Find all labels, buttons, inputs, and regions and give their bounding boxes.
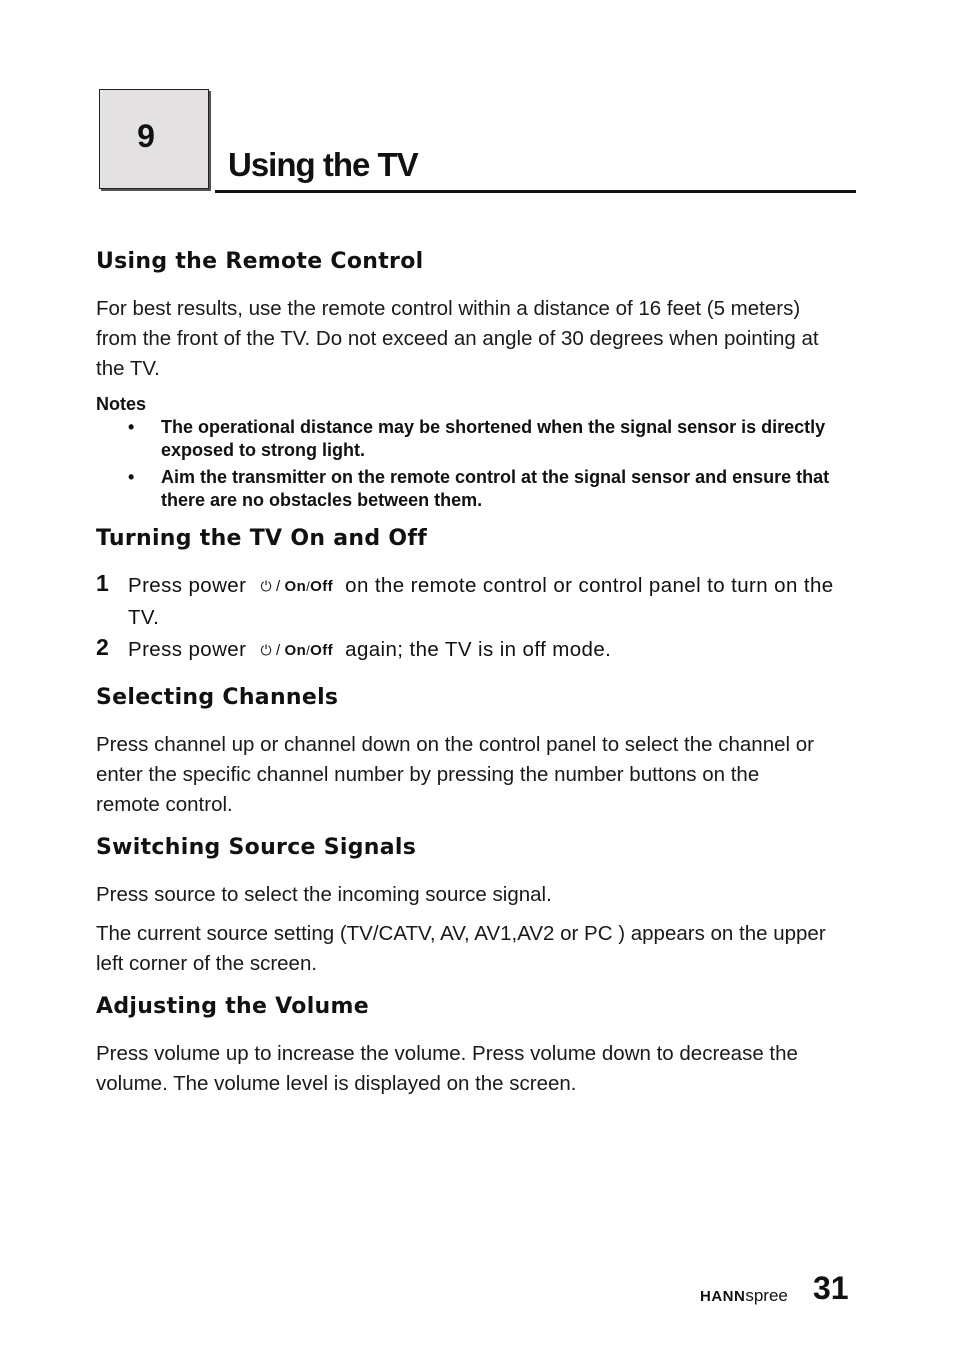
power-key-label [260, 571, 333, 602]
power-off-label: Off [310, 642, 334, 659]
bullet-icon: • [128, 467, 135, 487]
notes-list [96, 416, 856, 516]
step-text-before: Press power [128, 574, 247, 597]
brand-logo [700, 1286, 788, 1306]
power-icon: ⏻ [260, 642, 272, 658]
chapter-number-box [99, 89, 209, 189]
power-on-label: On [284, 642, 307, 659]
title-underline [215, 190, 856, 193]
heading-source: Switching Source Signals [96, 835, 417, 860]
chapter-number: 9 [137, 118, 155, 154]
page-number: 31 [813, 1270, 849, 1306]
step-text-after: on the remote control or control panel to turn on the TV. [128, 574, 834, 629]
step-text-after: again; the TV is in off mode. [345, 638, 612, 661]
volume-text [96, 1039, 856, 1099]
step-text-before: Press power [128, 638, 247, 661]
power-key-label [260, 635, 333, 666]
heading-channels: Selecting Channels [96, 685, 339, 710]
source-paragraph-1: Press source to select the incoming source signal. [96, 883, 552, 906]
power-off-label: Off [310, 578, 334, 595]
remote-text [96, 294, 836, 384]
brand-bold: HANN [700, 1288, 746, 1305]
source-paragraph-2: The current source setting (TV/CATV, AV, AV1,AV2 or PC ) appears on the upper left corner of the screen. [96, 922, 826, 975]
remote-paragraph: For best results, use the remote control within a distance of 16 feet (5 meters) from the front of the TV. Do not exceed an angle of 30 degrees when pointing at the TV. [96, 297, 819, 380]
note-item [96, 416, 856, 462]
step-2 [96, 634, 856, 666]
power-on-label: On [284, 578, 307, 595]
step-number: 1 [96, 570, 110, 596]
source-text [96, 880, 856, 979]
slash-separator: / [275, 578, 281, 595]
step-number: 2 [96, 634, 110, 660]
on-off-separator: / [306, 579, 311, 594]
step-body [128, 634, 856, 666]
channels-text [96, 730, 816, 820]
heading-remote: Using the Remote Control [96, 249, 424, 274]
volume-paragraph: Press volume up to increase the volume. Press volume down to decrease the volume. The volume level is displayed on the screen. [96, 1042, 798, 1095]
note-text: Aim the transmitter on the remote control at the signal sensor and ensure that there are no obstacles between them. [161, 467, 830, 510]
chapter-title: Using the TV [228, 146, 418, 183]
note-text: The operational distance may be shortened when the signal sensor is directly exposed to strong light. [161, 417, 826, 460]
heading-power: Turning the TV On and Off [96, 526, 428, 551]
on-off-separator: / [306, 643, 311, 658]
brand-light: spree [745, 1286, 788, 1305]
power-icon: ⏻ [260, 578, 272, 594]
slash-separator: / [275, 642, 281, 659]
heading-volume: Adjusting the Volume [96, 994, 369, 1019]
step-1 [96, 570, 856, 633]
step-body [128, 570, 856, 633]
bullet-icon: • [128, 417, 135, 437]
note-item [96, 466, 856, 512]
channels-paragraph: Press channel up or channel down on the control panel to select the channel or enter the specific channel number by pressing the number buttons on the remote control. [96, 733, 814, 816]
notes-title: Notes [96, 394, 147, 414]
